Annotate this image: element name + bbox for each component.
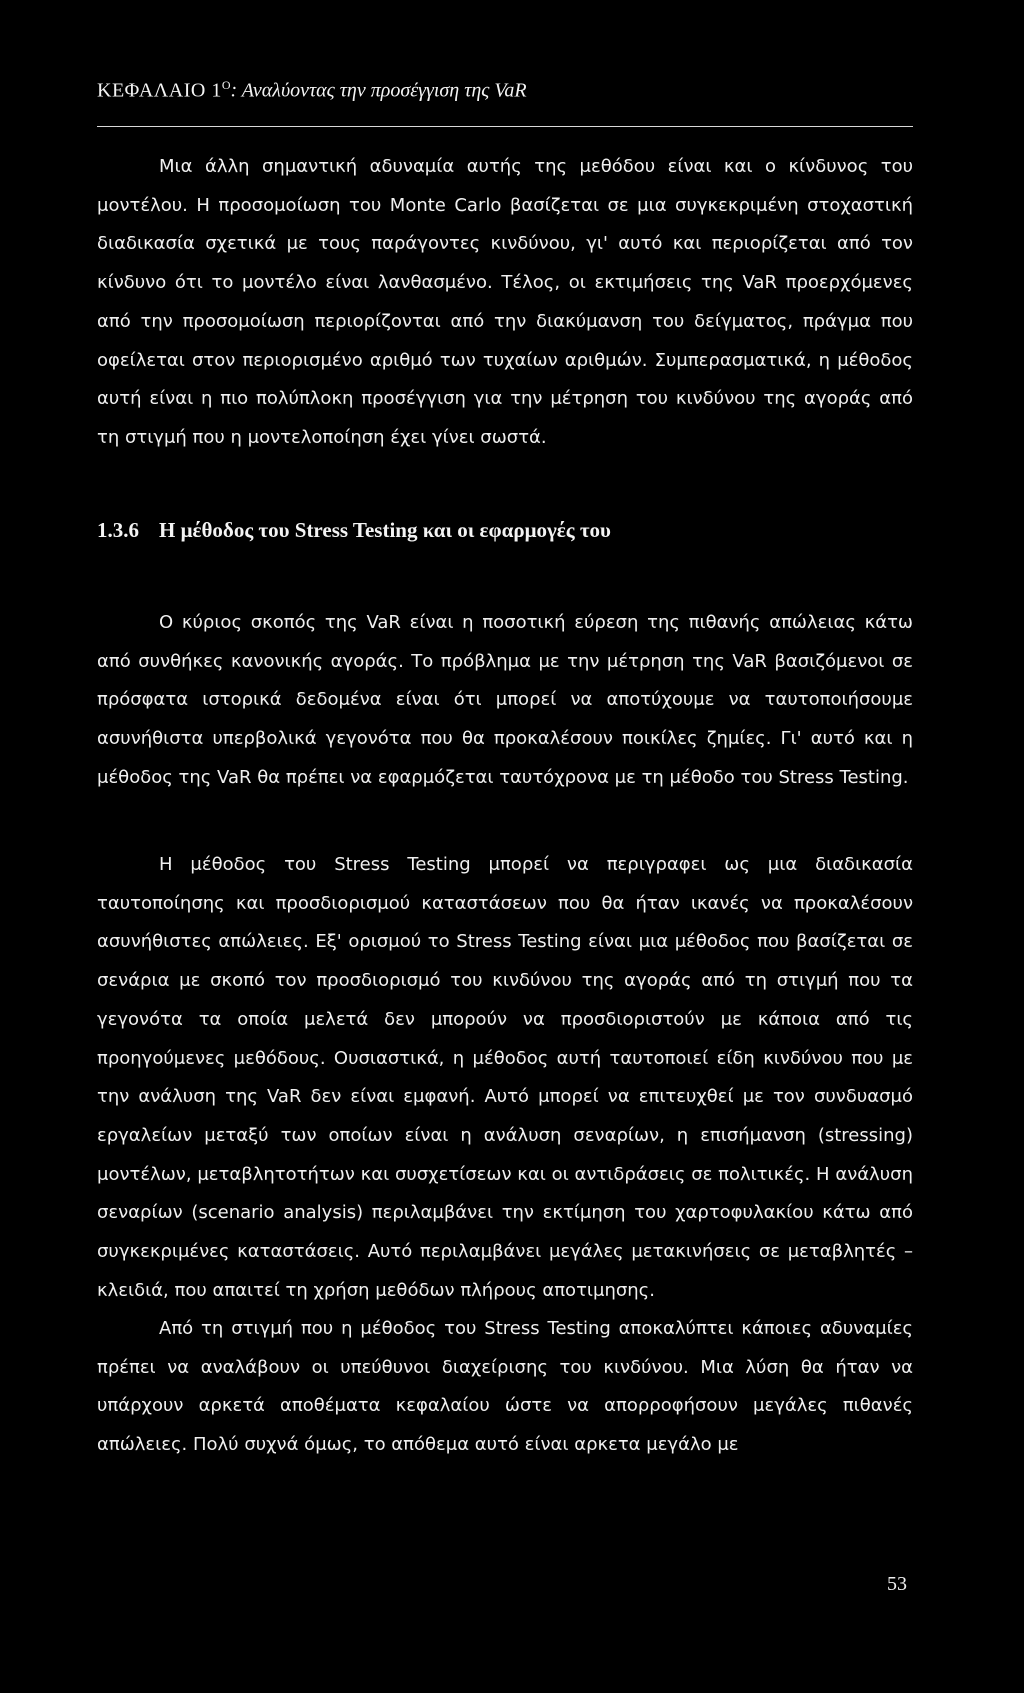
section-number: 1.3.6: [97, 518, 139, 542]
paragraph-text: Από τη στιγμή που η μέθοδος του Stress Testing αποκαλύπτει κάποιες αδυναμίες πρέπει να αναλάβουν οι υπεύθυνοι διαχείρισης του κινδύνου. Μια λύση θα ήταν να υπάρχουν αρκετά αποθέματα κεφαλαίου ώστε να απορροφήσουν μεγάλες πιθανές απώλειες. Πολύ συχνά όμως, το απόθεμα αυτό είναι αρκετα μεγάλο με: [97, 1318, 913, 1456]
page-number: 53: [887, 1573, 907, 1595]
paragraph-stress-testing: [97, 846, 913, 1310]
section-heading: [97, 518, 913, 543]
chapter-label: ΚΕΦΑΛΑΙΟ 1: [97, 79, 222, 102]
paragraph-var-purpose: [97, 604, 913, 798]
running-header: [97, 78, 913, 103]
paragraph-capital-buffer: [97, 1310, 913, 1465]
header-divider: [97, 126, 913, 127]
paragraph-text: Η μέθοδος του Stress Testing μπορεί να περιγραφει ως μια διαδικασία ταυτοποίησης και προσδιορισμού καταστάσεων που θα ήταν ικανές να προκαλέσουν ασυνήθιστες απώλειες. Εξ' ορισμού το Stress Testing είναι μια μέθοδος που βασίζεται σε σενάρια με σκοπό τον προσδιορισμό του κινδύνου της αγοράς από τη στιγμή που τα γεγονότα τα οποία μελετά δεν μπορούν να προσδιοριστούν με κάποια από τις προηγούμενες μεθόδους. Ουσιαστικά, η μέθοδος αυτή ταυτοποιεί είδη κινδύνου που με την ανάλυση της VaR δεν είναι εμφανή. Αυτό μπορεί να επιτευχθεί με τον συνδυασμό εργαλείων μεταξύ των οποίων είναι η ανάλυση σεναρίων, η επισήμανση (stressing) μοντέλων, μεταβλητοτήτων και συσχετίσεων και οι αντιδράσεις σε πολιτικές. Η ανάλυση σεναρίων (scenario analysis) περιλαμβάνει την εκτίμηση του χαρτοφυλακίου κάτω από συγκεκριμένες καταστάσεις. Αυτό περιλαμβάνει μεγάλες μετακινήσεις σε μεταβλητές – κλειδιά, που απαιτεί τη χρήση μεθόδων πλήρους αποτιμησης.: [97, 854, 913, 1301]
chapter-superscript: Ο: [221, 78, 231, 92]
section-title: Η μέθοδος του Stress Testing και οι εφαρμογές του: [159, 518, 611, 542]
paragraph-model-risk: [97, 148, 913, 458]
paragraph-text: Ο κύριος σκοπός της VaR είναι η ποσοτική εύρεση της πιθανής απώλειας κάτω από συνθήκες κανονικής αγοράς. Το πρόβλημα με την μέτρηση της VaR βασιζόμενοι σε πρόσφατα ιστορικά δεδομένα είναι ότι μπορεί να αποτύχουμε να ταυτοποιήσουμε ασυνήθιστα υπερβολικά γεγονότα που θα προκαλέσουν ποικίλες ζημίες. Γι' αυτό και η μέθοδος της VaR θα πρέπει να εφαρμόζεται ταυτόχρονα με τη μέθοδο του Stress Testing.: [97, 612, 913, 788]
paragraph-text: Μια άλλη σημαντική αδυναμία αυτής της μεθόδου είναι και ο κίνδυνος του μοντέλου. Η προσομοίωση του Monte Carlo βασίζεται σε μια συγκεκριμένη στοχαστική διαδικασία σχετικά με τους παράγοντες κινδύνου, γι' αυτό και περιορίζεται από τον κίνδυνο ότι το μοντέλο είναι λανθασμένο. Τέλος, οι εκτιμήσεις της VaR προερχόμενες από την προσομοίωση περιορίζονται από την διακύμανση του δείγματος, πράγμα που οφείλεται στον περιορισμένο αριθμό των τυχαίων αριθμών. Συμπερασματικά, η μέθοδος αυτή είναι η πιο πολύπλοκη προσέγγιση για την μέτρηση του κινδύνου της αγοράς από τη στιγμή που η μοντελοποίηση έχει γίνει σωστά.: [97, 156, 913, 448]
chapter-subtitle: : Αναλύοντας την προσέγγιση της VaR: [230, 79, 527, 102]
